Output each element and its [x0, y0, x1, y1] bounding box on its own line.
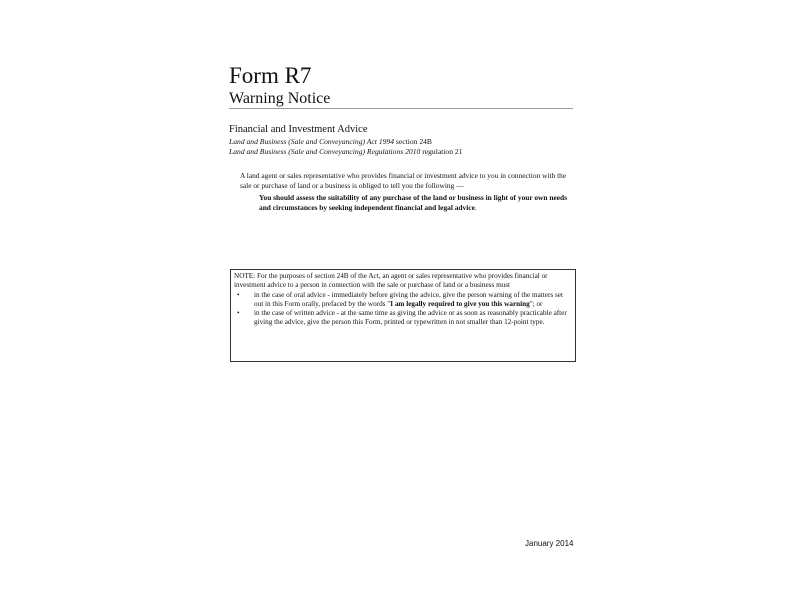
bullet-icon: •	[237, 309, 240, 318]
form-title: Form R7	[229, 63, 312, 88]
note-box	[230, 269, 576, 362]
warning-text: You should assess the suitability of any purchase of the land or business in light of your own needs and circumstances by seeking independent financial and legal advice	[259, 193, 568, 212]
note-item-2-text: in the case of written advice - at the same time as giving the advice or as soon as reasonably practicable after giving the advice, give the person this Form, printed or typewritten in not smaller than 12-point type.	[254, 309, 567, 327]
regulations-section: regulation 21	[420, 146, 463, 156]
intro-paragraph: A land agent or sales representative who provides financial or investment advice to you in connection with the sale or purchase of land or a business is obliged to tell you the following —	[240, 171, 567, 190]
bullet-icon: •	[237, 290, 240, 299]
act-reference	[229, 137, 463, 147]
regulations-title: Land and Business (Sale and Conveyancing) Regulations 2010	[229, 146, 421, 156]
note-item-1-quote: I am legally required to give you this warning	[390, 299, 530, 308]
title-divider	[229, 108, 573, 109]
note-item-written-advice	[234, 309, 572, 328]
regulations-reference	[229, 147, 463, 157]
act-title: Land and Business (Sale and Conveyancing) Act 1994	[229, 137, 395, 146]
warning-period: .	[474, 202, 477, 212]
note-list	[234, 291, 572, 328]
legislation-references	[229, 137, 463, 156]
note-item-1-text: in the case of oral advice - immediately before giving the advice, give the person warning of the matters set out in this Form orally, prefaced by the words "	[254, 290, 563, 308]
section-heading: Financial and Investment Advice	[229, 124, 368, 135]
form-subtitle: Warning Notice	[229, 90, 331, 107]
note-item-1-end: "; or	[529, 299, 543, 308]
note-item-oral-advice	[234, 291, 572, 310]
act-section: section 24B	[394, 137, 432, 146]
footer-date: January 2014	[525, 539, 574, 548]
warning-statement	[259, 193, 579, 212]
note-intro: NOTE: For the purposes of section 24B of the Act, an agent or sales representative who provides financial or investment advice to a person in connection with the sale or purchase of land or a business must	[234, 272, 548, 290]
